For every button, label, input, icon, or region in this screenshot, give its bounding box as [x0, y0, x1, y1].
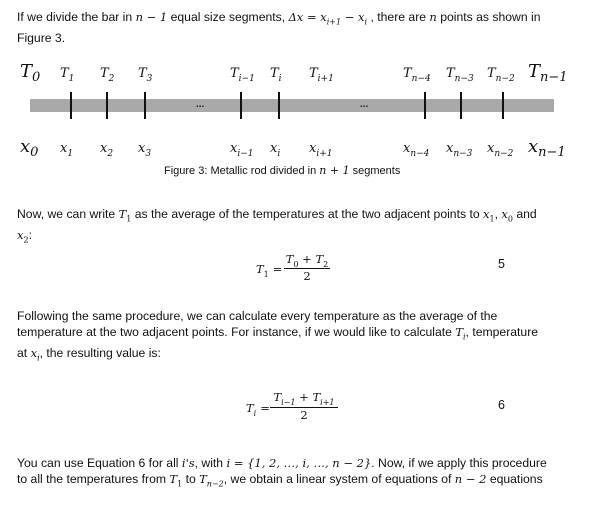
position-label: $x_1$	[60, 141, 74, 160]
position-label: $x_{n-4}$	[403, 141, 430, 160]
position-label: $x_i$	[270, 141, 281, 160]
equation-5-denominator: 2	[303, 269, 311, 283]
ellipsis-right: ...	[360, 99, 369, 110]
segment-tick	[144, 92, 146, 119]
temperature-label: $T_{n-2}$	[487, 66, 515, 85]
temperature-label: $T_3$	[138, 66, 153, 85]
position-label: $x_0$	[20, 136, 39, 161]
segment-tick	[424, 92, 426, 119]
position-label: $x_2$	[100, 141, 114, 160]
segment-tick	[502, 92, 504, 119]
intro-line-2: Figure 3.	[17, 31, 66, 46]
temperature-label: $T_{n-4}$	[403, 66, 431, 85]
position-label: $x_{i-1}$	[230, 141, 254, 160]
position-label: $x_{i+1}$	[309, 141, 333, 160]
temperature-label: $T_i$	[270, 66, 282, 85]
rod-bar	[30, 99, 554, 112]
equation-6-numerator: $T_{i-1} + T_{i+1}$	[273, 390, 335, 408]
equation-5-number: 5	[498, 257, 505, 271]
segment-tick	[70, 92, 72, 119]
paragraph-procedure: Following the same procedure, we can calculate every temperature as the average of the temperature at the two adjacent points. For instance, if we would like to calculate $T_i$, temperature at $x_i$, the resulting value is:	[17, 309, 539, 363]
temperature-label: $T_{i+1}$	[309, 66, 334, 85]
intro-line-1: If we divide the bar in n − 1 equal size segments, $\Delta x = x_{i+1} - x_i$ , there are n points as shown in	[17, 10, 541, 27]
segment-tick	[106, 92, 108, 119]
equation-6-number: 6	[498, 398, 505, 412]
position-label: $x_{n-1}$	[528, 136, 566, 161]
segment-tick	[278, 92, 280, 119]
temperature-label: $T_{i-1}$	[230, 66, 255, 85]
temperature-label: $T_{n-1}$	[528, 61, 568, 86]
paragraph-linear-system: You can use Equation 6 for all i's, with i = {1, 2, …, i, …, n − 2}. Now, if we apply this procedure to all the temperatures from $T_1$ to $T_{n-2}$, we obtain a linear system of equations of n − 2 equations	[17, 456, 547, 489]
intro-paragraph	[17, 9, 557, 46]
temperature-label: $T_{n-3}$	[446, 66, 474, 85]
paragraph-average: Now, we can write $T_1$ as the average of the temperatures at the two adjacent points to $x_1$, $x_0$ and $x_2$:	[17, 207, 537, 245]
figure-caption: Figure 3: Metallic rod divided in n + 1 segments	[164, 164, 401, 177]
ellipsis-left: ...	[196, 99, 205, 110]
segment-tick	[460, 92, 462, 119]
position-label: $x_{n-3}$	[446, 141, 473, 160]
temperature-label: $T_0$	[20, 61, 41, 86]
figure-rod	[0, 55, 590, 185]
temperature-label: $T_2$	[100, 66, 115, 85]
position-label: $x_3$	[138, 141, 152, 160]
temperature-label: $T_1$	[60, 66, 75, 85]
equation-5-numerator: $T_0 + T_2$	[285, 252, 329, 270]
segment-tick	[240, 92, 242, 119]
position-label: $x_{n-2}$	[487, 141, 514, 160]
equation-6-denominator: 2	[300, 408, 308, 422]
